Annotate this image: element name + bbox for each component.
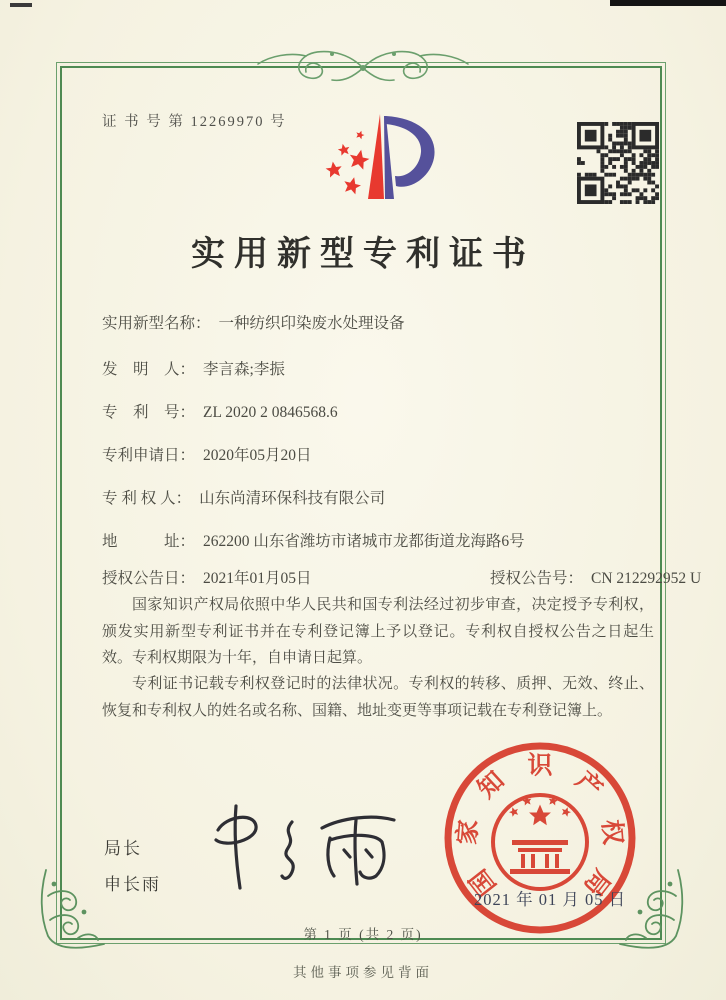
field-label: 授权公告号： [490, 570, 584, 587]
national-emblem-icon [493, 795, 587, 889]
field-inventor [102, 357, 285, 379]
field-value: ZL 2020 2 0846568.6 [203, 404, 338, 421]
field-label: 发 明 人： [102, 361, 196, 378]
field-value: 2020年05月20日 [203, 447, 312, 464]
field-label: 专 利 权 人： [102, 490, 192, 507]
svg-text:家: 家 [453, 818, 483, 846]
back-page-note: 其他事项参见背面 [293, 965, 433, 980]
field-value: 李言森;李振 [203, 361, 285, 378]
scan-artifact-top-right [610, 0, 726, 6]
certificate-number: 证 书 号 第 12269970 号 [102, 114, 287, 130]
svg-text:国: 国 [465, 864, 502, 901]
field-patentee [102, 486, 385, 508]
cnipa-logo [300, 104, 456, 206]
field-patent-number [102, 400, 338, 422]
qr-code [577, 122, 659, 204]
field-utility-model-name [102, 311, 405, 333]
svg-text:知: 知 [473, 766, 510, 804]
field-grant-number [490, 566, 701, 588]
field-value: 山东尚清环保科技有限公司 [199, 490, 386, 507]
field-label: 授权公告日： [102, 570, 196, 587]
page-number: 第 1 页 (共 2 页) [303, 927, 423, 942]
scan-artifact-top-left [10, 3, 32, 7]
field-label: 地 址： [102, 533, 196, 550]
commissioner-name: 申长雨 [104, 875, 161, 894]
field-grant-date [102, 570, 312, 587]
svg-text:识: 识 [527, 752, 553, 780]
field-label: 专利申请日： [102, 447, 196, 464]
seal-agency-text [453, 752, 627, 901]
certificate-title: 实用新型专利证书 [191, 236, 535, 273]
field-filing-date [102, 443, 312, 465]
field-value: 一种纺织印染废水处理设备 [218, 315, 405, 332]
field-label: 实用新型名称： [102, 315, 211, 332]
top-flourish-ornament [248, 42, 478, 88]
body-paragraph-1: 国家知识产权局依照中华人民共和国专利法经过初步审查，决定授予专利权，颁发实用新型专利证书并在专利登记簿上予以登记。专利权自授权公告之日起生效。专利权期限为十年，自申请日起算。 [102, 597, 654, 666]
field-grant-row [102, 566, 702, 588]
svg-text:权: 权 [597, 818, 627, 846]
body-paragraph-2: 专利证书记载专利权登记时的法律状况。专利权的转移、质押、无效、终止、恢复和专利权人的姓名或名称、国籍、地址变更等事项记载在专利登记簿上。 [102, 676, 654, 719]
field-label: 专 利 号： [102, 404, 196, 421]
seal-date: 2021 年 01 月 05 日 [474, 890, 627, 909]
field-value: 2021年01月05日 [203, 570, 312, 587]
svg-text:产: 产 [570, 766, 607, 804]
field-address [102, 529, 525, 551]
commissioner-title: 局长 [104, 839, 142, 858]
commissioner-signature [196, 796, 411, 896]
field-value: 262200 山东省潍坊市诸城市龙都街道龙海路6号 [203, 533, 525, 550]
svg-text:局: 局 [578, 864, 615, 901]
field-value: CN 212292952 U [591, 570, 702, 587]
